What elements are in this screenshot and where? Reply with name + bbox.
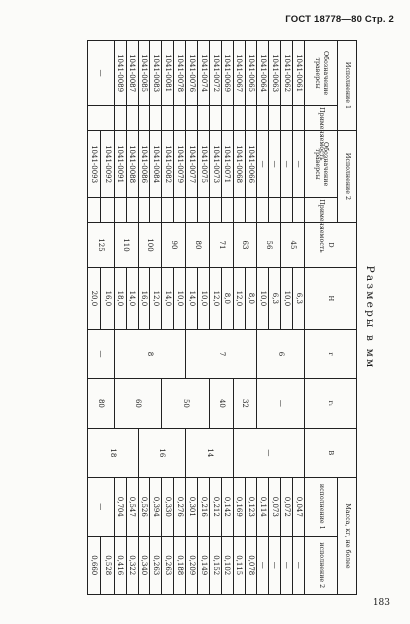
- mass-exec2: 0,188: [174, 536, 186, 595]
- applicability-exec2: [257, 198, 269, 223]
- designation-exec2-dash: —: [293, 130, 305, 197]
- dimension-r: —: [87, 329, 114, 378]
- applicability-exec2: [269, 198, 281, 223]
- mass-exec1: 0,047: [293, 478, 305, 536]
- dimension-D: 110: [114, 223, 138, 268]
- applicability-exec2: [233, 198, 245, 223]
- dimension-D: 80: [186, 223, 210, 268]
- table-row: [114, 41, 126, 595]
- applicability-exec1: [126, 106, 138, 131]
- table-row: [101, 41, 115, 595]
- mass-exec1: 0,547: [126, 478, 138, 536]
- mass-exec2: 0,322: [126, 536, 138, 595]
- designation-exec1: 1041-0087: [126, 41, 138, 106]
- designation-exec1: 1041-0074: [197, 41, 209, 106]
- applicability-exec1: [257, 106, 269, 131]
- applicability-exec1: [186, 106, 198, 131]
- table-row: [186, 41, 198, 595]
- table-row: [257, 41, 269, 595]
- mass-exec2: 0,149: [197, 536, 209, 595]
- applicability-exec1: [221, 106, 233, 131]
- designation-exec1: 1041-0064: [257, 41, 269, 106]
- table-row: [293, 41, 305, 595]
- rotated-table-block: [86, 40, 379, 595]
- table-row: [138, 41, 150, 595]
- dimension-D: 125: [87, 223, 114, 268]
- applicability-exec2: [101, 198, 115, 223]
- applicability-exec1: [233, 106, 245, 131]
- dimension-H: 14,0: [126, 267, 138, 329]
- page-number: 183: [372, 598, 390, 608]
- designation-exec1: 1041-0061: [293, 41, 305, 106]
- designation-exec2: 1041-0092: [101, 130, 115, 197]
- mass-exec1: 0,123: [245, 478, 257, 536]
- header-H: H: [305, 267, 357, 329]
- dimension-B: 18: [87, 428, 138, 477]
- designation-exec2: 1041-0071: [221, 130, 233, 197]
- applicability-exec2: [138, 198, 150, 223]
- table-row: [209, 41, 221, 595]
- header-designation-2: Обозначение траверсы: [305, 130, 338, 197]
- applicability-exec1: [245, 106, 257, 131]
- dimensions-table: [87, 40, 357, 595]
- designation-exec2-dash: —: [269, 130, 281, 197]
- mass-exec2: 0,263: [162, 536, 174, 595]
- table-row: [233, 41, 245, 595]
- applicability-exec1: [114, 106, 126, 131]
- header-mass: Масса, кг, не более: [338, 478, 357, 595]
- dimension-H: 12,0: [233, 267, 245, 329]
- header-r: r: [305, 329, 357, 378]
- table-row: [281, 41, 293, 595]
- dimension-r: 8: [114, 329, 185, 378]
- mass-exec1: 0,704: [114, 478, 126, 536]
- dimension-H: 16,0: [138, 267, 150, 329]
- designation-exec1: 1041-0081: [162, 41, 174, 106]
- applicability-exec2: [114, 198, 126, 223]
- designation-exec2: 1041-0091: [114, 130, 126, 197]
- dimension-H: 14,0: [186, 267, 198, 329]
- dimension-H: 6,3: [293, 267, 305, 329]
- designation-exec2-dash: —: [281, 130, 293, 197]
- applicability-exec2: [150, 198, 162, 223]
- designation-exec1: 1041-0085: [138, 41, 150, 106]
- dimension-r: 6: [257, 329, 305, 378]
- applicability-exec2: [162, 198, 174, 223]
- mass-exec2: 0,660: [87, 536, 101, 595]
- dimension-D: 71: [209, 223, 233, 268]
- designation-exec1: 1041-0089: [114, 41, 126, 106]
- table-row: [269, 41, 281, 595]
- dimension-r1: 32: [233, 379, 257, 428]
- applicability-exec1: [138, 106, 150, 131]
- dimension-B: 16: [138, 428, 186, 477]
- designation-exec2: 1041-0084: [150, 130, 162, 197]
- dimension-H: 12,0: [150, 267, 162, 329]
- applicability-exec1: [162, 106, 174, 131]
- dimension-H: 16,0: [101, 267, 115, 329]
- designation-exec1: 1041-0067: [233, 41, 245, 106]
- dimension-r1: —: [257, 379, 305, 428]
- header-applicability-1: Применяемость: [305, 106, 338, 131]
- dimension-D: 56: [257, 223, 281, 268]
- header-applicability-2: Применяемость: [305, 198, 338, 223]
- dimension-D: 90: [162, 223, 186, 268]
- mass-exec1: 0,301: [186, 478, 198, 536]
- applicability-exec1: [150, 106, 162, 131]
- applicability-exec1: [281, 106, 293, 131]
- applicability-exec1: [209, 106, 221, 131]
- mass-exec1: 0,394: [150, 478, 162, 536]
- designation-exec2: 1041-0066: [245, 130, 257, 197]
- dimension-D: 63: [233, 223, 257, 268]
- designation-exec2: 1041-0077: [186, 130, 198, 197]
- dimension-B: 14: [186, 428, 234, 477]
- mass-exec1: 0,169: [233, 478, 245, 536]
- applicability-exec2: [293, 198, 305, 223]
- header-exec1: Исполнение 1: [338, 41, 357, 131]
- table-row: [221, 41, 233, 595]
- header-mass-exec2: исполнение 2: [305, 536, 338, 595]
- designation-exec1: 1041-0063: [269, 41, 281, 106]
- dimension-D: 100: [138, 223, 162, 268]
- mass-exec2: 0,209: [186, 536, 198, 595]
- page-header: ГОСТ 18778—80 Стр. 2: [285, 14, 394, 25]
- mass-exec2: 0,102: [221, 536, 233, 595]
- dimension-H: 8,0: [245, 267, 257, 329]
- table-row: [174, 41, 186, 595]
- mass-exec1: 0,142: [221, 478, 233, 536]
- mass-exec2: 0,340: [138, 536, 150, 595]
- mass-exec2: 0,416: [114, 536, 126, 595]
- applicability-exec2: [221, 198, 233, 223]
- designation-exec2: 1041-0088: [126, 130, 138, 197]
- mass-exec1: 0,212: [209, 478, 221, 536]
- mass-exec2: 0,115: [233, 536, 245, 595]
- applicability-exec1: [197, 106, 209, 131]
- mass-exec2: —: [257, 536, 269, 595]
- designation-exec1: 1041-0069: [221, 41, 233, 106]
- designation-exec1: 1041-0072: [209, 41, 221, 106]
- dimension-r: 7: [186, 329, 257, 378]
- header-exec2: Исполнение 2: [338, 130, 357, 222]
- mass-exec2: 0,078: [245, 536, 257, 595]
- designation-exec1: 1041-0078: [174, 41, 186, 106]
- dimension-B: —: [233, 428, 304, 477]
- mass-exec2: 0,263: [150, 536, 162, 595]
- dimension-H: 12,0: [209, 267, 221, 329]
- table-row: [150, 41, 162, 595]
- designation-exec1: 1041-0065: [245, 41, 257, 106]
- table-row: [245, 41, 257, 595]
- designation-exec1: 1041-0076: [186, 41, 198, 106]
- designation-exec1: 1041-0062: [281, 41, 293, 106]
- dimension-H: 10,0: [281, 267, 293, 329]
- dimension-r1: 60: [114, 379, 162, 428]
- mass-exec2: —: [269, 536, 281, 595]
- applicability-exec2: [186, 198, 198, 223]
- applicability-exec1: [174, 106, 186, 131]
- mass-exec2: —: [281, 536, 293, 595]
- dimension-r1: 50: [162, 379, 210, 428]
- dimension-H: 10,0: [257, 267, 269, 329]
- applicability-exec2: [245, 198, 257, 223]
- designation-exec2: 1041-0068: [233, 130, 245, 197]
- mass-exec1: 0,073: [269, 478, 281, 536]
- mass-exec1: 0,114: [257, 478, 269, 536]
- mass-exec1: 0,216: [197, 478, 209, 536]
- designation-exec2: 1041-0073: [209, 130, 221, 197]
- mass-exec2: 0,152: [209, 536, 221, 595]
- header-mass-exec1: исполнение 1: [305, 478, 338, 536]
- designation-exec2: 1041-0093: [87, 130, 101, 197]
- table-row: [162, 41, 174, 595]
- dimension-H: 6,3: [269, 267, 281, 329]
- dimension-H: 14,0: [162, 267, 174, 329]
- mass-exec1-dash: —: [87, 478, 114, 536]
- mass-exec2: —: [293, 536, 305, 595]
- designation-exec2: 1041-0086: [138, 130, 150, 197]
- header-r1: r₁: [305, 379, 357, 428]
- dimension-H: 10,0: [197, 267, 209, 329]
- dimension-D: 45: [281, 223, 305, 268]
- table-row: [126, 41, 138, 595]
- mass-exec1: 0,526: [138, 478, 150, 536]
- dimension-H: 10,0: [174, 267, 186, 329]
- designation-exec2: 1041-0075: [197, 130, 209, 197]
- mass-exec1: 0,330: [162, 478, 174, 536]
- dimension-H: 20,0: [87, 267, 101, 329]
- applicability-exec2: [174, 198, 186, 223]
- dimension-r1: 80: [87, 379, 114, 428]
- designation-exec2: 1041-0082: [162, 130, 174, 197]
- applicability-exec2: [87, 198, 101, 223]
- mass-exec1: 0,276: [174, 478, 186, 536]
- header-D: D: [305, 223, 357, 268]
- header-B: B: [305, 428, 357, 477]
- dimension-H: 18,0: [114, 267, 126, 329]
- designation-exec2-dash: —: [257, 130, 269, 197]
- designation-exec2: 1041-0079: [174, 130, 186, 197]
- table-row: [197, 41, 209, 595]
- applicability-exec2: [197, 198, 209, 223]
- designation-exec1-dash: —: [87, 41, 114, 106]
- applicability-exec1: [293, 106, 305, 131]
- applicability-exec2: [126, 198, 138, 223]
- applicability-exec1: [269, 106, 281, 131]
- mass-exec2: 0,528: [101, 536, 115, 595]
- table-caption: Размеры в мм: [364, 265, 376, 370]
- dimension-r1: 40: [209, 379, 233, 428]
- designation-exec1: 1041-0083: [150, 41, 162, 106]
- applicability-exec2: [281, 198, 293, 223]
- dimension-H: 8,0: [221, 267, 233, 329]
- applicability-exec1: [87, 106, 114, 131]
- applicability-exec2: [209, 198, 221, 223]
- mass-exec1: 0,072: [281, 478, 293, 536]
- header-designation-1: Обозначение траверсы: [305, 41, 338, 106]
